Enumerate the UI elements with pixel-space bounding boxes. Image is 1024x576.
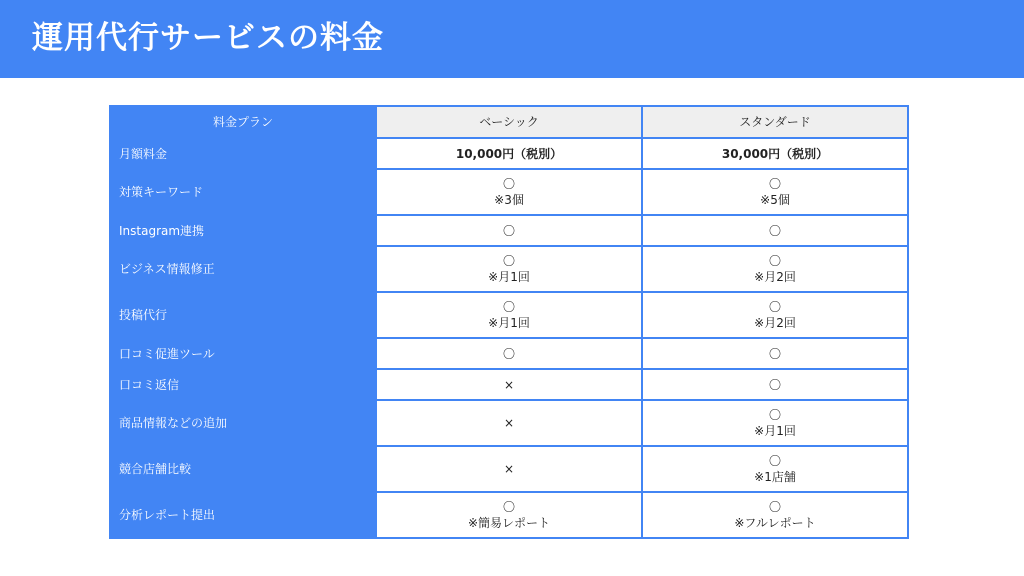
availability-note: ※5個 xyxy=(760,193,790,207)
basic-value: × xyxy=(376,400,642,446)
basic-value: 〇 xyxy=(376,215,642,246)
row-label: ビジネス情報修正 xyxy=(110,246,376,292)
availability-mark: 〇 xyxy=(768,454,781,468)
availability-note: ※簡易レポート xyxy=(467,516,551,530)
standard-value xyxy=(642,246,908,292)
row-label: 投稿代行 xyxy=(110,292,376,338)
table-row xyxy=(110,369,908,400)
standard-value xyxy=(642,400,908,446)
availability-mark: 〇 xyxy=(768,177,781,191)
row-label: 商品情報などの追加 xyxy=(110,400,376,446)
row-label: 月額料金 xyxy=(110,138,376,169)
title-bar xyxy=(0,0,1024,78)
basic-value xyxy=(376,246,642,292)
availability-mark: 〇 xyxy=(768,408,781,422)
standard-value xyxy=(642,169,908,215)
page-title: 運用代行サービスの料金 xyxy=(32,20,384,56)
basic-value: 〇 xyxy=(376,338,642,369)
standard-value: 30,000円（税別） xyxy=(642,138,908,169)
standard-value: 〇 xyxy=(642,215,908,246)
row-label: Instagram連携 xyxy=(110,215,376,246)
table-row xyxy=(110,138,908,169)
basic-value: 10,000円（税別） xyxy=(376,138,642,169)
availability-note: ※月1回 xyxy=(754,424,796,438)
plan-header-basic: ベーシック xyxy=(376,106,642,138)
availability-note: ※フルレポート xyxy=(734,516,816,530)
row-label: 対策キーワード xyxy=(110,169,376,215)
availability-mark: 〇 xyxy=(502,254,515,268)
availability-mark: 〇 xyxy=(768,254,781,268)
table-row xyxy=(110,246,908,292)
standard-value: 〇 xyxy=(642,338,908,369)
availability-note: ※3個 xyxy=(494,193,524,207)
table-row xyxy=(110,446,908,492)
row-label: 分析レポート提出 xyxy=(110,492,376,538)
basic-value: × xyxy=(376,369,642,400)
basic-value xyxy=(376,169,642,215)
standard-value xyxy=(642,446,908,492)
standard-value xyxy=(642,492,908,538)
availability-mark: 〇 xyxy=(502,300,515,314)
basic-value xyxy=(376,492,642,538)
table-row xyxy=(110,492,908,538)
basic-value: × xyxy=(376,446,642,492)
basic-value xyxy=(376,292,642,338)
table-header-row xyxy=(110,106,908,138)
standard-value xyxy=(642,292,908,338)
corner-header: 料金プラン xyxy=(110,106,376,138)
pricing-table xyxy=(109,105,909,539)
availability-note: ※月2回 xyxy=(754,316,796,330)
plan-header-standard: スタンダード xyxy=(642,106,908,138)
row-label: 口コミ返信 xyxy=(110,369,376,400)
row-label: 口コミ促進ツール xyxy=(110,338,376,369)
table-row xyxy=(110,400,908,446)
table-row xyxy=(110,338,908,369)
availability-note: ※月1回 xyxy=(488,316,530,330)
table-row xyxy=(110,169,908,215)
standard-value: 〇 xyxy=(642,369,908,400)
availability-note: ※月1回 xyxy=(488,270,530,284)
availability-mark: 〇 xyxy=(502,500,515,514)
availability-mark: 〇 xyxy=(768,300,781,314)
availability-mark: 〇 xyxy=(502,177,515,191)
availability-note: ※1店舗 xyxy=(754,470,796,484)
availability-mark: 〇 xyxy=(768,500,781,514)
availability-note: ※月2回 xyxy=(754,270,796,284)
table-row xyxy=(110,215,908,246)
row-label: 競合店舗比較 xyxy=(110,446,376,492)
table-row xyxy=(110,292,908,338)
